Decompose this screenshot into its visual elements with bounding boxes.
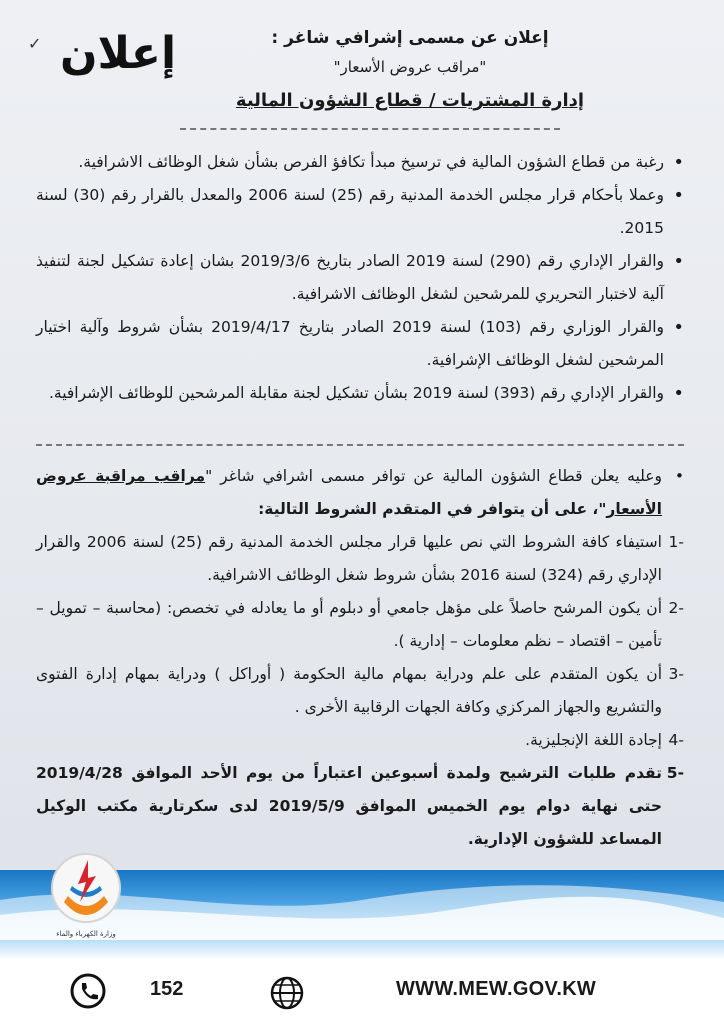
- condition-number: -1: [668, 533, 684, 551]
- preamble-list: [36, 146, 684, 410]
- announcement-intro: • وعليه يعلن قطاع الشؤون المالية عن توافر مسمى اشرافي شاغر "مراقب مراقبة عروض الأسعار"، على أن يتوافر في المتقدم الشروط التالية:: [36, 467, 684, 518]
- preamble-text: والقرار الإداري رقم (393) لسنة 2019 بشأن تشكيل لجنة مقابلة المرشحين للوظائف الإشرافية.: [48, 384, 664, 402]
- preamble-item: • والقرار الإداري رقم (290) لسنة 2019 الصادر بتاريخ 2019/3/6 بشان إعادة تشكيل لجنة لتنفيذ آلية لاختبار التحريري للمرشحين لشغل الوظائف الاشرافية.: [36, 245, 684, 311]
- header-divider: [180, 128, 560, 130]
- preamble-item: • رغبة من قطاع الشؤون المالية في ترسيخ مبدأ تكافؤ الفرص بشأن شغل الوظائف الاشرافية.: [36, 146, 684, 179]
- condition-item: [36, 658, 684, 724]
- condition-number: -3: [668, 665, 684, 683]
- page-number: 152: [150, 978, 184, 1000]
- condition-text: إجادة اللغة الإنجليزية.: [525, 731, 662, 749]
- globe-icon: [270, 976, 304, 1010]
- condition-item: [36, 526, 684, 592]
- preamble-text: وعملا بأحكام قرار مجلس الخدمة المدنية رقم (25) لسنة 2006 والمعدل بالقرار رقم (30) لسنة 2015.: [36, 186, 664, 237]
- condition-text: تقدم طلبات الترشيح ولمدة أسبوعين اعتباراً من يوم الأحد الموافق 2019/4/28 حتى نهاية دوام يوم الخميس الموافق 2019/5/9 لدى سكرتارية مكتب الوكيل المساعد للشؤون الإدارية.: [36, 764, 663, 848]
- preamble-item: • والقرار الإداري رقم (393) لسنة 2019 بشأن تشكيل لجنة مقابلة المرشحين للوظائف الإشرافية.: [36, 377, 684, 410]
- condition-item: [36, 757, 684, 856]
- conditions-section: [36, 460, 684, 856]
- header-position: "مراقب عروض الأسعار": [333, 58, 487, 76]
- preamble-text: رغبة من قطاع الشؤون المالية في ترسيخ مبدأ تكافؤ الفرص بشأن شغل الوظائف الاشرافية.: [78, 153, 664, 171]
- condition-number: -4: [668, 731, 684, 749]
- condition-text: أن يكون المتقدم على علم ودراية بمهام مالية الحكومة ( أوراكل ) ودراية بمهام إدارة الفتوى والتشريع والجهاز المركزي وكافة الجهات الرقابية الأخرى .: [36, 665, 662, 716]
- condition-text: أن يكون المرشح حاصلاً على مؤهل جامعي أو دبلوم أو ما يعادله في تخصص: (محاسبة – تمويل – تأمين – اقتصاد – نظم معلومات – إدارية ).: [36, 599, 662, 650]
- condition-item: [36, 724, 684, 757]
- preamble-text: والقرار الوزاري رقم (103) لسنة 2019 الصادر بتاريخ 2019/4/17 بشأن شروط وآلية اختيار المرشحين لشغل الوظائف الإشرافية.: [36, 318, 664, 369]
- logo-caption: وزارة الكهرباء والماء: [56, 930, 116, 938]
- condition-text: استيفاء كافة الشروط التي نص عليها قرار مجلس الخدمة المدنية رقم (25) لسنة 2006 والقرار الإداري رقم (324) لسنة 2016 بشأن شروط شغل الوظائف الاشرافية.: [36, 533, 662, 584]
- website-link[interactable]: WWW.MEW.GOV.KW: [396, 978, 597, 1000]
- header-department: إدارة المشتريات / قطاع الشؤون المالية: [235, 90, 585, 111]
- preamble-item: • وعملا بأحكام قرار مجلس الخدمة المدنية رقم (25) لسنة 2006 والمعدل بالقرار رقم (30) لسنة 2015.: [36, 179, 684, 245]
- intro-position-title: مراقب مراقبة عروض الأسعار: [36, 467, 662, 518]
- announcement-stamp: إعلان: [59, 28, 177, 79]
- footer: [0, 960, 724, 1024]
- condition-number: -2: [668, 599, 684, 617]
- preamble-item: • والقرار الوزاري رقم (103) لسنة 2019 الصادر بتاريخ 2019/4/17 بشأن شروط وآلية اختيار المرشحين لشغل الوظائف الإشرافية.: [36, 311, 684, 377]
- header-title: إعلان عن مسمى إشرافي شاغر :: [271, 28, 549, 48]
- intro-conditions-label: "، على أن يتوافر في المتقدم الشروط التالية:: [258, 500, 607, 518]
- condition-item: [36, 592, 684, 658]
- mew-logo-icon: [44, 850, 128, 942]
- corner-mark: ✓: [28, 34, 42, 53]
- phone-icon: [70, 973, 106, 1009]
- section-divider: [36, 444, 684, 446]
- condition-number: -5: [666, 764, 684, 782]
- preamble-text: والقرار الإداري رقم (290) لسنة 2019 الصادر بتاريخ 2019/3/6 بشان إعادة تشكيل لجنة لتنفيذ آلية لاختبار التحريري للمرشحين لشغل الوظائف الاشرافية.: [36, 252, 664, 303]
- intro-text: وعليه يعلن قطاع الشؤون المالية عن توافر مسمى اشرافي شاغر ": [205, 467, 662, 485]
